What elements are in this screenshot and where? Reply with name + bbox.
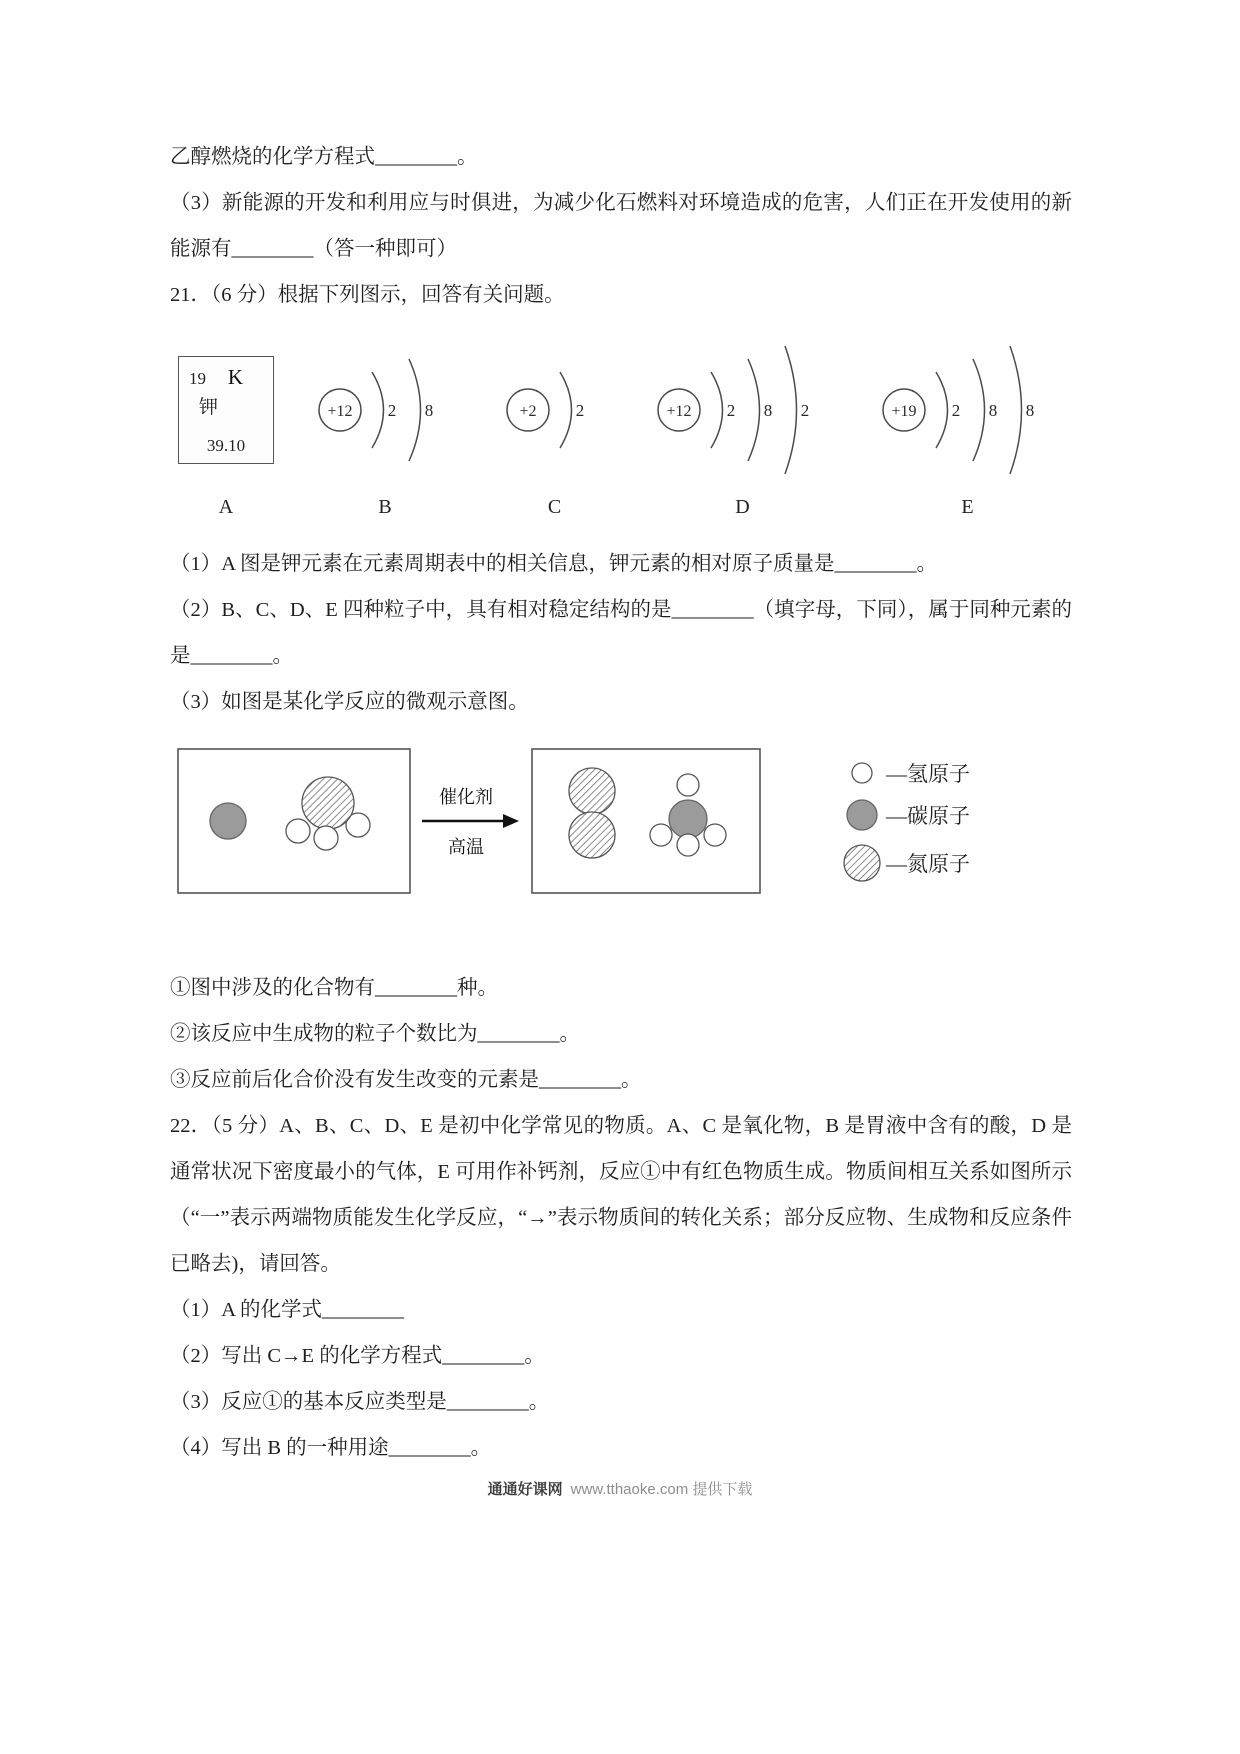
question-21-circle2: ②该反应中生成物的粒子个数比为________。 — [170, 1023, 580, 1045]
legend-carbon-label: —碳原子 — [886, 804, 970, 828]
svg-text:8: 8 — [1025, 401, 1035, 420]
diagram-column-B — [308, 334, 462, 519]
question-22-sub4: （4）写出 B 的一种用途________。 — [170, 1437, 492, 1459]
nitrogen-molecule — [569, 768, 615, 858]
svg-text:+12: +12 — [666, 403, 692, 420]
carbon-atom — [210, 803, 246, 839]
diagram-column-A — [178, 334, 274, 519]
svg-text:8: 8 — [763, 401, 773, 420]
svg-text:2: 2 — [726, 401, 736, 420]
atomic-mass: 39.10 — [206, 436, 246, 455]
diagram-label-C: C — [547, 496, 562, 518]
element-symbol: K — [227, 365, 243, 389]
legend-nitrogen-label: —氮原子 — [886, 852, 970, 876]
svg-text:2: 2 — [575, 401, 585, 420]
question-21-sub1: （1）A 图是钾元素在元素周期表中的相关信息，钾元素的相对原子质量是________。 — [170, 553, 938, 575]
question-21-sub3: （3）如图是某化学反应的微观示意图。 — [170, 691, 529, 713]
svg-text:+12: +12 — [327, 403, 353, 420]
condition-label: 高温 — [448, 837, 484, 857]
svg-text:2: 2 — [800, 401, 810, 420]
legend-carbon — [838, 798, 970, 832]
diagram-column-E — [872, 334, 1063, 519]
question-21-sub2: （2）B、C、D、E 四种粒子中，具有相对稳定结构的是________（填字母，下同），属于同种元素的是________。 — [170, 599, 1072, 667]
atom-structure-diagram-E — [872, 334, 1063, 486]
question-22-sub3: （3）反应①的基本反应类型是________。 — [170, 1391, 550, 1413]
particle-diagrams-row — [178, 334, 1063, 519]
question-21-stem: 21．（6 分）根据下列图示，回答有关问题。 — [170, 284, 565, 306]
question-22-sub2: （2）写出 C→E 的化学方程式________。 — [170, 1345, 545, 1367]
question-21-circle3: ③反应前后化合价没有发生改变的元素是________。 — [170, 1069, 642, 1091]
atomic-number: 19 — [189, 369, 206, 388]
methane-molecule — [650, 774, 726, 856]
products-box — [532, 749, 760, 893]
diagram-column-C — [496, 334, 613, 519]
atom-structure-diagram-B — [308, 334, 462, 486]
diagram-label-B: B — [378, 496, 392, 518]
svg-text:8: 8 — [988, 401, 998, 420]
ethanol-equation-line: 乙醇燃烧的化学方程式________。 — [170, 146, 478, 168]
legend-hydrogen-label: —氢原子 — [886, 762, 970, 786]
reaction-arrow-head — [503, 814, 519, 828]
diagram-column-D — [647, 334, 838, 519]
svg-text:+2: +2 — [519, 403, 537, 420]
svg-text:8: 8 — [424, 401, 434, 420]
element-name: 钾 — [199, 397, 219, 418]
footer-brand: 通通好课网 — [487, 1481, 563, 1498]
diagram-label-D: D — [735, 496, 750, 518]
question-22-sub1: （1）A 的化学式________ — [170, 1299, 405, 1321]
atom-structure-diagram-D — [647, 334, 838, 486]
atom-structure-diagram-C — [496, 334, 613, 486]
legend-hydrogen — [838, 758, 970, 788]
catalyst-label: 催化剂 — [439, 787, 493, 807]
reaction-diagram-block — [176, 735, 1072, 907]
svg-text:2: 2 — [387, 401, 397, 420]
ammonia-molecule — [286, 777, 370, 850]
carbon-atom-icon — [838, 798, 886, 832]
diagram-label-A: A — [218, 496, 234, 518]
svg-text:2: 2 — [951, 401, 961, 420]
reaction-diagram — [176, 735, 776, 907]
nitrogen-atom-icon — [838, 842, 886, 884]
legend-nitrogen — [838, 842, 970, 884]
footer-text: www.tthaoke.com 提供下载 — [570, 1481, 753, 1498]
diagram-label-E: E — [961, 496, 974, 518]
periodic-table-cell-potassium — [178, 356, 274, 464]
question-22-stem: 22．（5 分）A、B、C、D、E 是初中化学常见的物质。A、C 是氧化物，B 是胃液中含有的酸，D 是通常状况下密度最小的气体，E 可用作补钙剂，反应①中有红色物质生成。物质间相互关系如图所示（“一”表示两端物质能发生化学反应，“→”表示物质间的转化关系；部分反应物、生成物和反应条件已略去)，请回答。 — [170, 1115, 1072, 1275]
question-21-circle1: ①图中涉及的化合物有________种。 — [170, 977, 498, 999]
page-footer — [0, 1478, 1240, 1499]
atom-legend — [838, 758, 970, 884]
hydrogen-atom-icon — [838, 760, 886, 786]
svg-text:+19: +19 — [891, 403, 917, 420]
new-energy-question: （3）新能源的开发和利用应与时俱进，为减少化石燃料对环境造成的危害，人们正在开发使用的新能源有________（答一种即可） — [170, 192, 1072, 260]
